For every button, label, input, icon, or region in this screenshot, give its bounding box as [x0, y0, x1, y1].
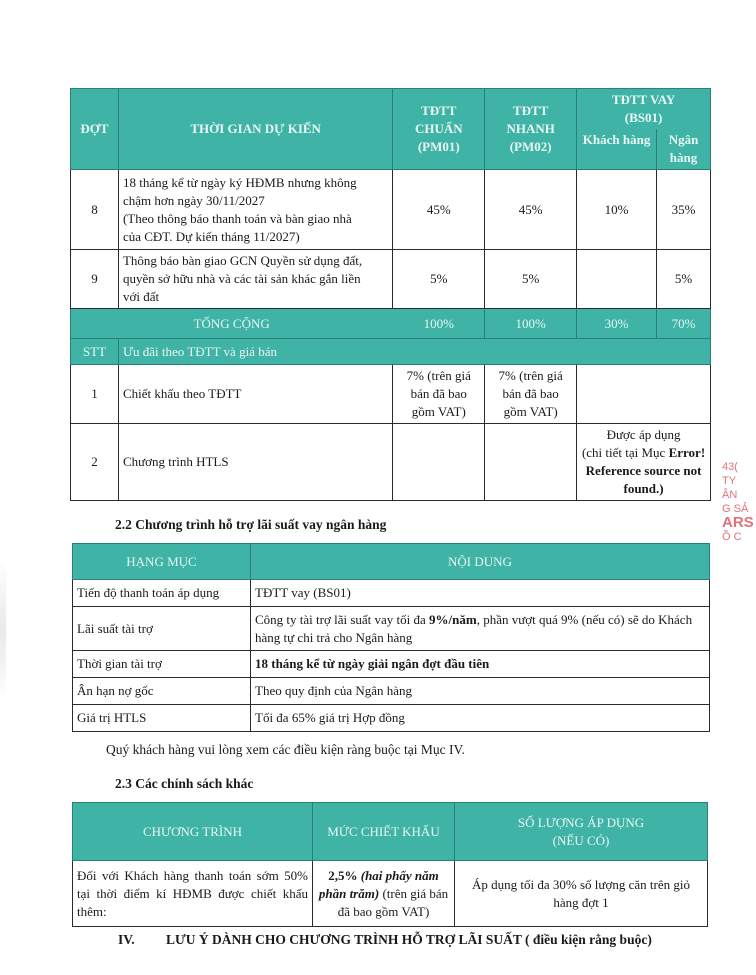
- table-row: [73, 651, 710, 678]
- table-row: [73, 678, 710, 705]
- table-row: [71, 365, 711, 424]
- header-fast: TĐTT NHANH (PM02): [485, 89, 577, 170]
- section-iv-heading: [118, 932, 652, 948]
- total-row: [71, 309, 711, 339]
- table-row: [73, 580, 710, 607]
- row-item: Tiến độ thanh toán áp dụng: [73, 580, 251, 607]
- table-row: [73, 861, 708, 927]
- row-item: Lãi suất tài trợ: [73, 607, 251, 651]
- row-content: TĐTT vay (BS01): [251, 580, 710, 607]
- incentive-label: Chiết khấu theo TĐTT: [118, 365, 392, 424]
- row-time: 18 tháng kể từ ngày ký HĐMB nhưng không chậm hơn ngày 30/11/2027 (Theo thông báo thanh toán và bàn giao nhà của CĐT. Dự kiến tháng 11/2027): [118, 170, 392, 250]
- constraints-note: Quý khách hàng vui lòng xem các điều kiện ràng buộc tại Mục IV.: [106, 742, 465, 757]
- section-2-3-heading: 2.3 Các chính sách khác: [115, 776, 254, 791]
- incentive-loan: Được áp dụng (chi tiết tại Mục Error! Reference source not found.): [577, 424, 711, 501]
- incentive-stt: 2: [71, 424, 119, 501]
- payment-schedule-table: [70, 88, 711, 501]
- company-stamp: 43( TY ÂN G SẢ ARS Ồ C: [722, 461, 754, 543]
- total-fast: 100%: [485, 309, 577, 339]
- header-item: HẠNG MỤC: [73, 544, 251, 580]
- row-standard: 45%: [393, 170, 485, 250]
- table-row: [71, 424, 711, 501]
- table-row: [71, 170, 711, 250]
- row-content: Tối đa 65% giá trị Hợp đồng: [251, 705, 710, 732]
- table-row: [73, 705, 710, 732]
- section-iv-suffix: ( điều kiện rằng buộc): [521, 932, 652, 947]
- total-loan-bank: 70%: [657, 309, 711, 339]
- total-loan-customer: 30%: [577, 309, 657, 339]
- row-dot: 8: [71, 170, 119, 250]
- header-content: NỘI DUNG: [251, 544, 710, 580]
- header-quantity: SỐ LƯỢNG ÁP DỤNG (NẾU CÓ): [455, 803, 708, 861]
- table-row: [73, 607, 710, 651]
- row-content: Công ty tài trợ lãi suất vay tối đa 9%/năm, phần vượt quá 9% (nếu có) sẽ do Khách hàng tự chi trả cho Ngân hàng: [251, 607, 710, 651]
- incentive-stt-header: STT: [71, 339, 119, 365]
- row-item: Ân hạn nợ gốc: [73, 678, 251, 705]
- row-dot: 9: [71, 250, 119, 309]
- row-time: Thông báo bàn giao GCN Quyền sử dụng đất, quyền sở hữu nhà và các tài sản khác gắn liền với đất: [118, 250, 392, 309]
- total-standard: 100%: [393, 309, 485, 339]
- incentive-label-header: Ưu đãi theo TĐTT và giá bán: [118, 339, 710, 365]
- header-loan-customer: Khách hàng: [577, 129, 657, 170]
- incentive-stt: 1: [71, 365, 119, 424]
- incentive-standard: [393, 424, 485, 501]
- interest-support-table: [72, 543, 710, 732]
- header-loan-bank: Ngân hàng: [657, 129, 711, 170]
- row-content: 18 tháng kể từ ngày giải ngân đợt đầu tiên: [251, 651, 710, 678]
- header-dot: ĐỢT: [71, 89, 119, 170]
- reference-error-text: Error! Reference source not found.: [585, 445, 706, 496]
- row-loan-bank: 35%: [657, 170, 711, 250]
- section-iv-title: LƯU Ý DÀNH CHO CHƯƠNG TRÌNH HỖ TRỢ LÃI SUẤT: [166, 932, 522, 947]
- header-discount: MỨC CHIẾT KHẤU: [313, 803, 455, 861]
- incentive-label: Chương trình HTLS: [118, 424, 392, 501]
- row-content: Theo quy định của Ngân hàng: [251, 678, 710, 705]
- row-loan-customer: [577, 250, 657, 309]
- header-program: CHƯƠNG TRÌNH: [73, 803, 313, 861]
- total-label: TỔNG CỘNG: [71, 309, 393, 339]
- row-item: Giá trị HTLS: [73, 705, 251, 732]
- row-fast: 5%: [485, 250, 577, 309]
- section-2-2-heading: 2.2 Chương trình hỗ trợ lãi suất vay ngân hàng: [115, 517, 387, 532]
- row-fast: 45%: [485, 170, 577, 250]
- row-loan-customer: 10%: [577, 170, 657, 250]
- header-loan: TĐTT VAY (BS01): [577, 89, 711, 130]
- row-discount: 2,5% (hai phẩy năm phần trăm) (trên giá bán đã bao gồm VAT): [313, 861, 455, 927]
- row-item: Thời gian tài trợ: [73, 651, 251, 678]
- row-loan-bank: 5%: [657, 250, 711, 309]
- incentive-loan: [577, 365, 711, 424]
- row-standard: 5%: [393, 250, 485, 309]
- row-program: Đối với Khách hàng thanh toán sớm 50% tại thời điểm kí HĐMB được chiết khấu thêm:: [73, 861, 313, 927]
- header-time: THỜI GIAN DỰ KIẾN: [118, 89, 392, 170]
- incentive-standard: 7% (trên giá bán đã bao gồm VAT): [393, 365, 485, 424]
- header-standard: TĐTT CHUẨN (PM01): [393, 89, 485, 170]
- scan-shadow: [0, 560, 6, 700]
- row-quantity: Áp dụng tối đa 30% số lượng căn trên giỏ hàng đợt 1: [455, 861, 708, 927]
- table-row: [71, 250, 711, 309]
- incentive-fast: 7% (trên giá bán đã bao gồm VAT): [485, 365, 577, 424]
- section-iv-number: IV.: [118, 932, 135, 947]
- other-policies-table: [72, 802, 708, 927]
- incentive-header-row: [71, 339, 711, 365]
- incentive-fast: [485, 424, 577, 501]
